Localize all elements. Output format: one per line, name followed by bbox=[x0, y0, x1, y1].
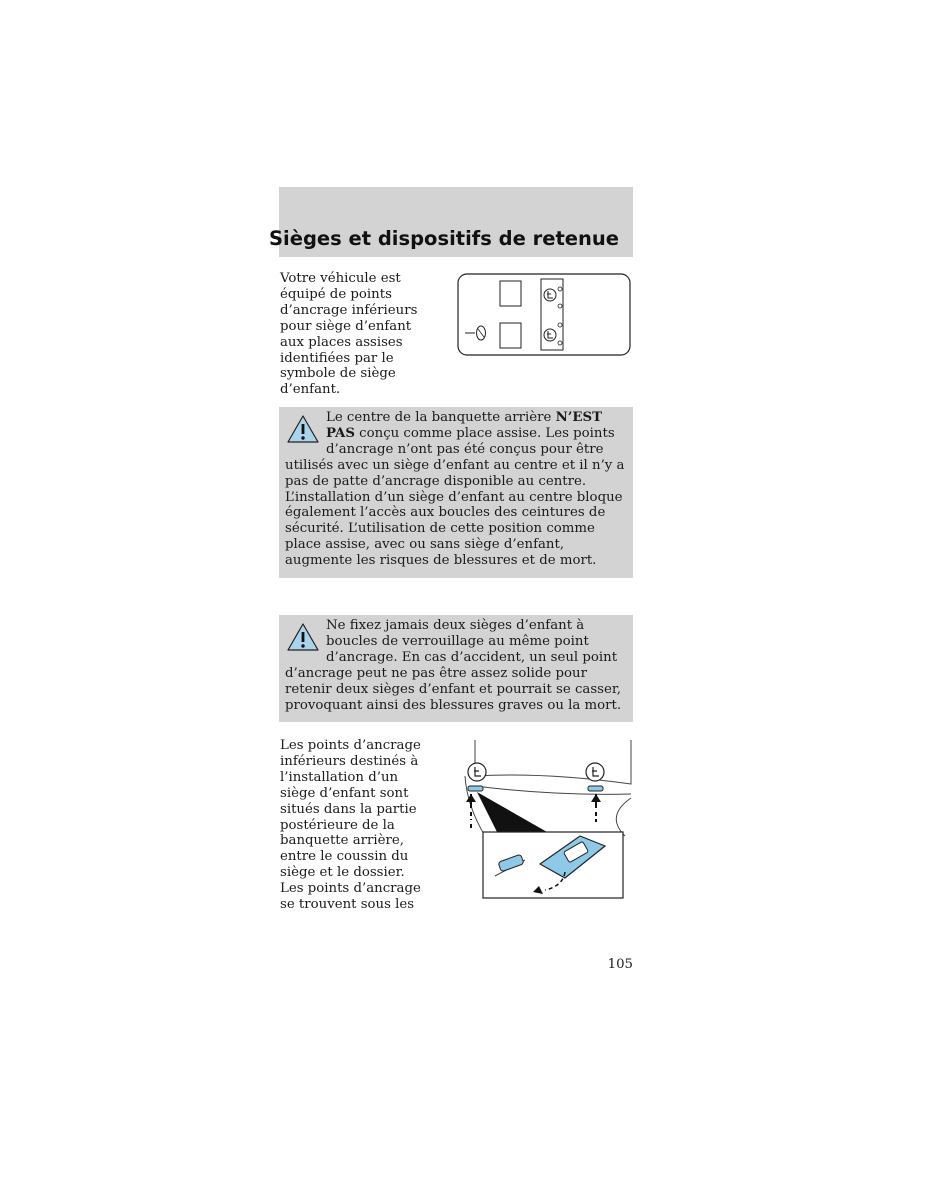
warning-center-seat-text bbox=[285, 410, 627, 569]
page-number: 105 bbox=[607, 957, 633, 972]
warning-center-seat bbox=[279, 407, 633, 578]
anchor-location-illustration bbox=[455, 736, 635, 904]
warning-1-emphasis: N’EST PAS bbox=[326, 410, 602, 441]
intro-paragraph: Votre véhicule est équipé de points d’ancrage inférieurs pour siège d’enfant aux places assises identifiées par le symbole de siège d’enfant. bbox=[280, 271, 418, 398]
warning-1-lead: Le centre de la banquette arrière bbox=[326, 410, 556, 425]
section-title: Sièges et dispositifs de retenue bbox=[268, 227, 619, 250]
warning-two-seats-text: Ne fixez jamais deux sièges d’enfant à boucles de verrouillage au même point d’ancrage. En cas d’accident, un seul point d’ancrage peut ne pas être assez solide pour retenir deux sièges d’enfant et pourrait se casser, provoquant ainsi des blessures graves ou la mort. bbox=[285, 618, 622, 713]
anchor-location-paragraph: Les points d’ancrage inférieurs destinés à l’installation d’un siège d’enfant sont situés dans la partie postérieure de la banquette arrière, entre le coussin du siège et le dossier. Les points d’ancrage se trouvent sous les bbox=[280, 738, 421, 913]
section-header-band bbox=[268, 187, 633, 257]
warning-two-seats bbox=[279, 615, 633, 722]
warning-triangle-icon bbox=[286, 414, 320, 444]
warning-triangle-icon bbox=[286, 622, 320, 652]
seating-layout-diagram bbox=[455, 271, 633, 359]
warning-1-rest: conçu comme place assise. Les points d’ancrage n’ont pas été conçus pour être utilisés avec un siège d’enfant au centre et il n’y a pas de patte d’ancrage disponible au centre. L’installation d’un siège d’enfant au centre bloque également l’accès aux boucles des ceintures de sécurité. L’utilisation de cette position comme place assise, avec ou sans siège d’enfant, augmente les risques de blessures et de mort. bbox=[285, 425, 625, 569]
